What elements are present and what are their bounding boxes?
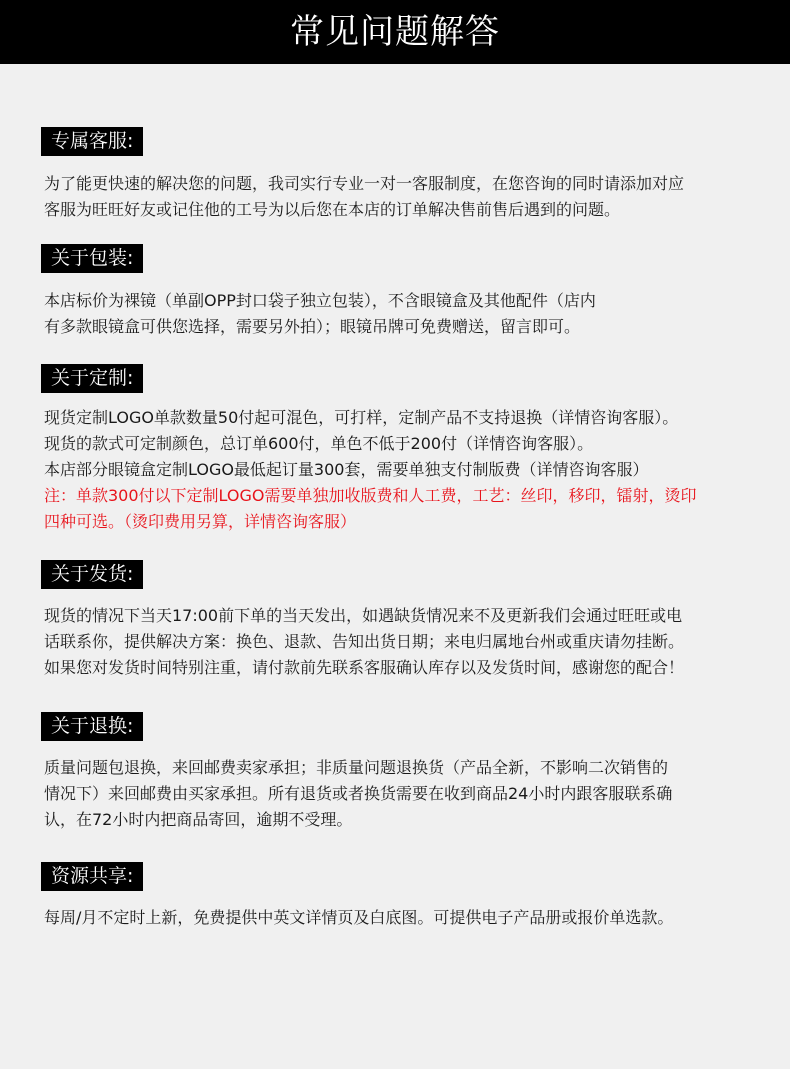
page-title: 常见问题解答 — [0, 0, 790, 64]
section-heading-shipping: 关于发货: — [41, 560, 143, 589]
section-text-customization — [44, 405, 779, 535]
text-line: 每周/月不定时上新，免费提供中英文详情页及白底图。可提供电子产品册或报价单选款。 — [44, 908, 674, 927]
text-line: 客服为旺旺好友或记住他的工号为以后您在本店的订单解决售前售后遇到的问题。 — [44, 200, 621, 219]
text-line: 现货定制LOGO单款数量50付起可混色，可打样，定制产品不支持退换（详情咨询客服）。 — [44, 408, 679, 427]
text-line: 质量问题包退换，来回邮费卖家承担；非质量问题退换货（产品全新，不影响二次销售的 — [44, 758, 669, 777]
text-line: 话联系你，提供解决方案：换色、退款、告知出货日期；来电归属地台州或重庆请勿挂断。 — [44, 632, 685, 651]
section-text-shipping — [44, 603, 779, 681]
text-line: 有多款眼镜盒可供您选择，需要另外拍）；眼镜吊牌可免费赠送，留言即可。 — [44, 317, 581, 336]
warning-line: 四种可选。（烫印费用另算，详情咨询客服） — [44, 512, 357, 531]
section-heading-packaging: 关于包装: — [41, 244, 143, 273]
text-line: 本店部分眼镜盒定制LOGO最低起订量300套，需要单独支付制版费（详情咨询客服） — [44, 460, 649, 479]
section-heading-customization: 关于定制: — [41, 364, 143, 393]
text-line: 如果您对发货时间特别注重，请付款前先联系客服确认库存以及发货时间，感谢您的配合！ — [44, 658, 685, 677]
section-text-dedicated-service — [44, 171, 779, 223]
text-line: 本店标价为裸镜（单副OPP封口袋子独立包装），不含眼镜盒及其他配件（店内 — [44, 291, 596, 310]
text-line: 情况下）来回邮费由买家承担。所有退货或者换货需要在收到商品24小时内跟客服联系确 — [44, 784, 673, 803]
text-line: 为了能更快速的解决您的问题，我司实行专业一对一客服制度，在您咨询的同时请添加对应 — [44, 174, 685, 193]
section-heading-returns: 关于退换: — [41, 712, 143, 741]
section-text-returns — [44, 755, 779, 833]
section-text-resource-sharing — [44, 905, 779, 931]
text-line: 现货的情况下当天17:00前下单的当天发出，如遇缺货情况来不及更新我们会通过旺旺或电 — [44, 606, 683, 625]
warning-line: 注：单款300付以下定制LOGO需要单独加收版费和人工费，工艺：丝印，移印，镭射，烫印 — [44, 486, 697, 505]
section-heading-dedicated-service: 专属客服: — [41, 127, 143, 156]
text-line: 现货的款式可定制颜色，总订单600付，单色不低于200付（详情咨询客服）。 — [44, 434, 594, 453]
text-line: 认，在72小时内把商品寄回，逾期不受理。 — [44, 810, 353, 829]
section-heading-resource-sharing: 资源共享: — [41, 862, 143, 891]
section-text-packaging — [44, 288, 779, 340]
